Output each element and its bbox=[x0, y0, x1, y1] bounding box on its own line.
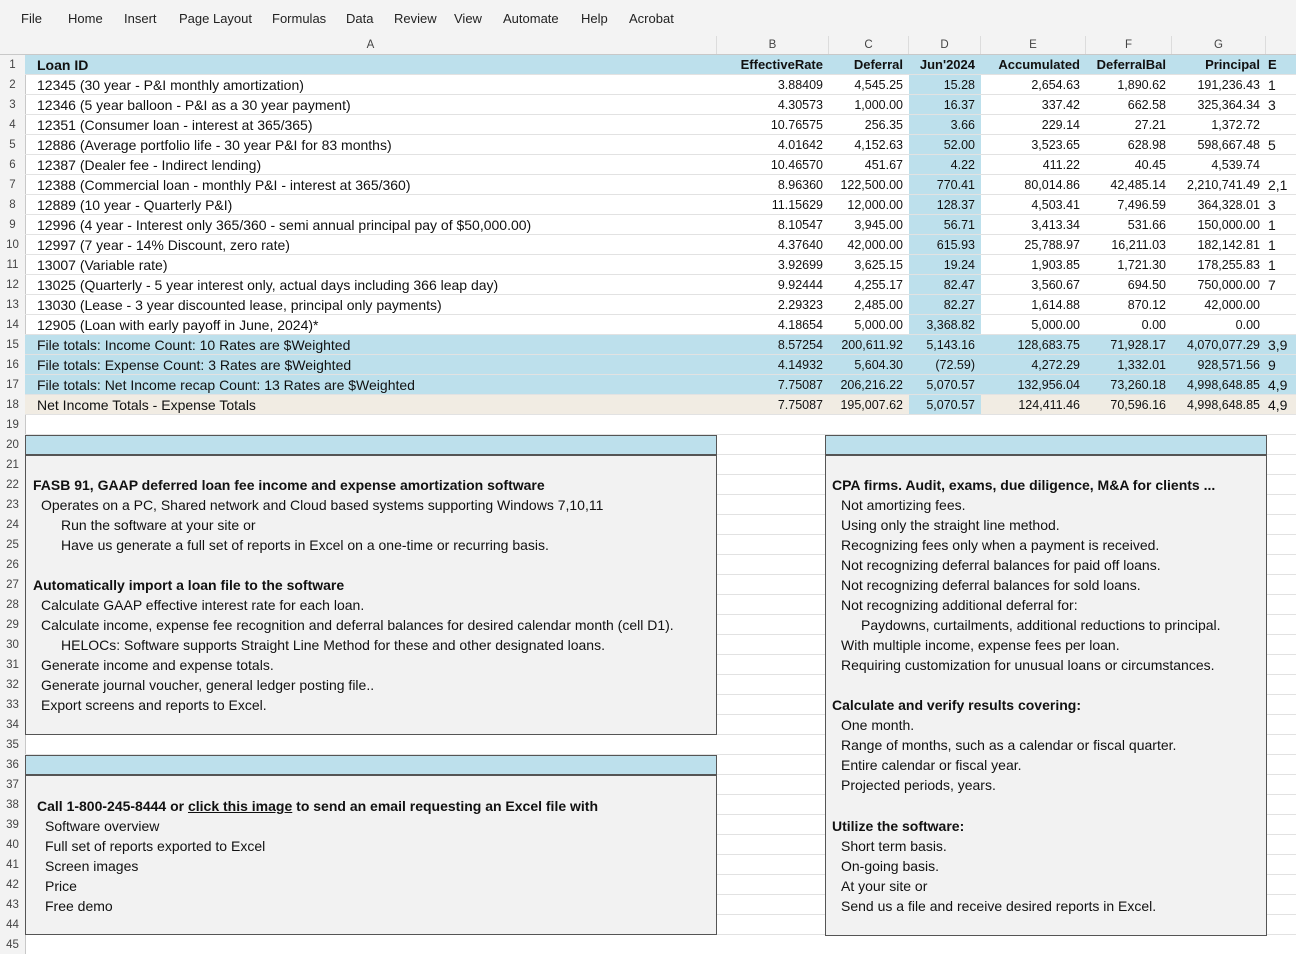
right-box-title-verify: Calculate and verify results covering: bbox=[832, 697, 1081, 713]
cell-principal[interactable]: 150,000.00 bbox=[1197, 218, 1260, 232]
row-number[interactable]: 28 bbox=[6, 599, 19, 611]
row-number[interactable]: 30 bbox=[6, 639, 19, 651]
cell-deferral-bal[interactable]: 42,485.14 bbox=[1110, 178, 1166, 192]
cell-col-h[interactable]: 3,9 bbox=[1268, 337, 1288, 353]
call-box-headline bbox=[37, 796, 598, 816]
call-box-item: Free demo bbox=[45, 898, 113, 914]
cell-deferral[interactable]: 200,611.92 bbox=[841, 338, 903, 352]
row-number[interactable]: 1 bbox=[9, 59, 16, 71]
cell-col-h[interactable]: 3 bbox=[1268, 97, 1276, 113]
row-number[interactable]: 40 bbox=[6, 839, 19, 851]
right-box-line: Not recognizing deferral balances for paid off loans. bbox=[841, 557, 1161, 573]
menu-page-layout[interactable]: Page Layout bbox=[179, 11, 253, 26]
right-box-line: Requiring customization for unusual loans or circumstances. bbox=[841, 657, 1215, 673]
menu-view[interactable]: View bbox=[454, 11, 482, 26]
right-box-line: Recognizing fees only when a payment is received. bbox=[841, 537, 1160, 553]
net-accumulated[interactable]: 124,411.46 bbox=[1018, 398, 1080, 412]
right-box-line: Using only the straight line method. bbox=[841, 517, 1060, 533]
empty-row[interactable] bbox=[25, 935, 1296, 954]
cell-jun-2024[interactable]: 128.37 bbox=[909, 195, 981, 214]
row-number[interactable]: 7 bbox=[9, 179, 16, 191]
cell-deferral-bal[interactable]: 40.45 bbox=[1134, 158, 1166, 172]
call-info-box[interactable] bbox=[25, 775, 717, 935]
header-accumulated[interactable]: Accumulated bbox=[998, 57, 1080, 72]
header-effective-rate[interactable]: EffectiveRate bbox=[740, 57, 823, 72]
cell-jun-2024[interactable]: 770.41 bbox=[909, 175, 981, 194]
header-col-h[interactable]: E bbox=[1268, 57, 1277, 72]
row-number[interactable]: 25 bbox=[6, 539, 19, 551]
menu-acrobat[interactable]: Acrobat bbox=[629, 11, 674, 26]
header-jun-2024[interactable]: Jun'2024 bbox=[909, 55, 981, 74]
cell-deferral[interactable]: 5,604.30 bbox=[854, 358, 903, 372]
row-number[interactable]: 9 bbox=[9, 219, 16, 231]
cell-deferral-bal[interactable]: 0.00 bbox=[1141, 318, 1166, 332]
col-header-d[interactable]: D bbox=[909, 36, 981, 54]
row-number[interactable]: 16 bbox=[6, 359, 19, 371]
cell-jun-2024[interactable]: 3,368.82 bbox=[909, 315, 981, 334]
col-header-f[interactable]: F bbox=[1086, 36, 1172, 54]
call-box-item: Screen images bbox=[45, 858, 139, 874]
cell-effective-rate[interactable]: 4.18654 bbox=[777, 318, 823, 332]
cell-accumulated[interactable]: 1,903.85 bbox=[1031, 258, 1080, 272]
cell-effective-rate[interactable]: 8.96360 bbox=[777, 178, 823, 192]
right-box-line: Not recognizing deferral balances for sold loans. bbox=[841, 577, 1141, 593]
cell-effective-rate[interactable]: 10.76575 bbox=[770, 118, 823, 132]
right-box-title-cpa: CPA firms. Audit, exams, due diligence, M&A for clients ... bbox=[832, 477, 1216, 493]
cell-principal[interactable]: 4,539.74 bbox=[1211, 158, 1260, 172]
loan-row bbox=[25, 255, 1296, 275]
cell-col-h[interactable]: 1 bbox=[1268, 257, 1276, 273]
col-header-b[interactable]: B bbox=[717, 36, 829, 54]
row-number[interactable]: 37 bbox=[6, 779, 19, 791]
row-number[interactable]: 21 bbox=[6, 459, 19, 471]
cell-deferral-bal[interactable]: 531.66 bbox=[1127, 218, 1166, 232]
cell-accumulated[interactable]: 3,560.67 bbox=[1031, 278, 1080, 292]
cell-deferral[interactable]: 5,000.00 bbox=[854, 318, 903, 332]
loan-row bbox=[25, 75, 1296, 95]
cell-loan-id[interactable]: 13025 (Quarterly - 5 year interest only, actual days including 366 leap day) bbox=[37, 277, 499, 293]
cell-accumulated[interactable]: 337.42 bbox=[1041, 98, 1080, 112]
loan-row bbox=[25, 115, 1296, 135]
row-number[interactable]: 15 bbox=[6, 339, 19, 351]
cell-col-h[interactable] bbox=[1266, 295, 1296, 314]
menu-file[interactable]: File bbox=[21, 11, 42, 26]
row-number[interactable]: 23 bbox=[6, 499, 19, 511]
row-number[interactable]: 19 bbox=[6, 419, 19, 431]
cell-col-h[interactable]: 1 bbox=[1268, 77, 1276, 93]
row-number[interactable]: 42 bbox=[6, 879, 19, 891]
cell-deferral-bal[interactable]: 27.21 bbox=[1134, 118, 1166, 132]
row-number[interactable]: 41 bbox=[6, 859, 19, 871]
cell-jun-2024[interactable]: 52.00 bbox=[909, 135, 981, 154]
cell-effective-rate[interactable]: 3.92699 bbox=[777, 258, 823, 272]
right-box-line: Not amortizing fees. bbox=[841, 497, 966, 513]
right-box-line: One month. bbox=[841, 717, 915, 733]
row-number[interactable]: 44 bbox=[6, 919, 19, 931]
cell-principal[interactable]: 1,372.72 bbox=[1211, 118, 1260, 132]
left-box-line: Generate income and expense totals. bbox=[41, 657, 274, 673]
row-number[interactable]: 33 bbox=[6, 699, 19, 711]
cell-accumulated[interactable]: 4,272.29 bbox=[1031, 358, 1080, 372]
cell-accumulated[interactable]: 2,654.63 bbox=[1031, 78, 1080, 92]
loan-row bbox=[25, 175, 1296, 195]
header-principal[interactable]: Principal bbox=[1205, 57, 1260, 72]
cell-loan-id[interactable]: File totals: Expense Count: 3 Rates are $Weighted bbox=[37, 357, 352, 373]
cell-jun-2024[interactable]: 615.93 bbox=[909, 235, 981, 254]
left-box-line: Calculate GAAP effective interest rate for each loan. bbox=[41, 597, 365, 613]
row-number[interactable]: 8 bbox=[9, 199, 16, 211]
cell-loan-id[interactable]: 12351 (Consumer loan - interest at 365/365) bbox=[37, 117, 313, 133]
row-number[interactable]: 26 bbox=[6, 559, 19, 571]
row-headers bbox=[0, 55, 26, 954]
header-row bbox=[25, 55, 1296, 75]
right-info-box bbox=[825, 455, 1267, 936]
left-info-box bbox=[25, 455, 717, 735]
totals-row bbox=[25, 335, 1296, 355]
totals-row bbox=[25, 355, 1296, 375]
cell-col-h[interactable]: 1 bbox=[1268, 237, 1276, 253]
right-box-line: Projected periods, years. bbox=[841, 777, 996, 793]
row-number[interactable]: 22 bbox=[6, 479, 19, 491]
net-col-h[interactable]: 4,9 bbox=[1268, 397, 1288, 413]
header-loan-id[interactable]: Loan ID bbox=[37, 57, 89, 73]
cell-loan-id[interactable]: 12346 (5 year balloon - P&I as a 30 year payment) bbox=[37, 97, 351, 113]
row-number[interactable]: 12 bbox=[6, 279, 19, 291]
cell-deferral-bal[interactable]: 1,332.01 bbox=[1117, 358, 1166, 372]
cell-deferral-bal[interactable]: 1,721.30 bbox=[1117, 258, 1166, 272]
loan-row bbox=[25, 275, 1296, 295]
header-deferral-bal[interactable]: DeferralBal bbox=[1096, 57, 1166, 72]
cell-principal[interactable]: 0.00 bbox=[1235, 318, 1260, 332]
right-box-header bbox=[825, 435, 1267, 455]
cell-deferral-bal[interactable]: 16,211.03 bbox=[1111, 238, 1166, 252]
left-box-line: Have us generate a full set of reports in Excel on a one-time or recurring basis. bbox=[61, 537, 549, 553]
cell-principal[interactable]: 191,236.43 bbox=[1197, 78, 1260, 92]
cell-loan-id[interactable]: 12886 (Average portfolio life - 30 year P&I for 83 months) bbox=[37, 137, 392, 153]
cell-col-h[interactable]: 7 bbox=[1268, 277, 1276, 293]
call-phone-text: Call 1-800-245-8444 or bbox=[37, 798, 188, 814]
cell-effective-rate[interactable]: 8.10547 bbox=[777, 218, 823, 232]
net-income-row bbox=[25, 395, 1296, 415]
cell-loan-id[interactable]: File totals: Income Count: 10 Rates are $Weighted bbox=[37, 337, 351, 353]
row-number[interactable]: 32 bbox=[6, 679, 19, 691]
row-number[interactable]: 34 bbox=[6, 719, 19, 731]
cell-loan-id[interactable]: 12387 (Dealer fee - Indirect lending) bbox=[37, 157, 262, 173]
cell-principal[interactable]: 4,998,648.85 bbox=[1187, 378, 1260, 392]
cell-jun-2024[interactable]: 5,070.57 bbox=[909, 375, 981, 394]
right-box-line: Range of months, such as a calendar or fiscal quarter. bbox=[841, 737, 1177, 753]
net-label[interactable]: Net Income Totals - Expense Totals bbox=[37, 397, 256, 413]
menu-insert[interactable]: Insert bbox=[124, 11, 157, 26]
row-number[interactable]: 18 bbox=[6, 399, 19, 411]
cell-col-h[interactable] bbox=[1266, 315, 1296, 334]
cell-accumulated[interactable]: 80,014.86 bbox=[1024, 178, 1080, 192]
row-number[interactable]: 20 bbox=[6, 439, 19, 451]
row-number[interactable]: 43 bbox=[6, 899, 19, 911]
cell-jun-2024[interactable]: 15.28 bbox=[909, 75, 981, 94]
right-box-line: Entire calendar or fiscal year. bbox=[841, 757, 1022, 773]
row-number[interactable]: 13 bbox=[6, 299, 19, 311]
cell-deferral[interactable]: 4,255.17 bbox=[854, 278, 903, 292]
loan-row bbox=[25, 295, 1296, 315]
right-box-title-utilize: Utilize the software: bbox=[832, 818, 965, 834]
cell-principal[interactable]: 325,364.34 bbox=[1197, 98, 1260, 112]
row-number[interactable]: 31 bbox=[6, 659, 19, 671]
cell-accumulated[interactable]: 411.22 bbox=[1042, 158, 1080, 172]
row-number[interactable]: 14 bbox=[6, 319, 19, 331]
cell-accumulated[interactable]: 229.14 bbox=[1041, 118, 1080, 132]
left-box-line: Operates on a PC, Shared network and Cloud based systems supporting Windows 7,10,11 bbox=[41, 497, 604, 513]
cell-deferral[interactable]: 1,000.00 bbox=[854, 98, 903, 112]
cell-col-h[interactable]: 9 bbox=[1268, 357, 1276, 373]
cell-accumulated[interactable]: 5,000.00 bbox=[1031, 318, 1080, 332]
cell-effective-rate[interactable]: 4.37640 bbox=[777, 238, 823, 252]
loan-row bbox=[25, 155, 1296, 175]
cell-effective-rate[interactable]: 8.57254 bbox=[777, 338, 823, 352]
cell-effective-rate[interactable]: 2.29323 bbox=[777, 298, 823, 312]
menu-data[interactable]: Data bbox=[346, 11, 374, 26]
net-rate[interactable]: 7.75087 bbox=[777, 398, 823, 412]
cell-effective-rate[interactable]: 10.46570 bbox=[770, 158, 823, 172]
cell-loan-id[interactable]: 13007 (Variable rate) bbox=[37, 257, 168, 273]
cell-loan-id[interactable]: 12997 (7 year - 14% Discount, zero rate) bbox=[37, 237, 290, 253]
cell-principal[interactable]: 750,000.00 bbox=[1197, 278, 1260, 292]
row-number[interactable]: 17 bbox=[6, 379, 19, 391]
cell-jun-2024[interactable]: 82.47 bbox=[909, 275, 981, 294]
cell-col-h[interactable]: 5 bbox=[1268, 137, 1276, 153]
cell-deferral-bal[interactable]: 73,260.18 bbox=[1110, 378, 1166, 392]
loan-row bbox=[25, 315, 1296, 335]
cell-deferral[interactable]: 2,485.00 bbox=[854, 298, 903, 312]
menu-automate[interactable]: Automate bbox=[503, 11, 559, 26]
left-box-header bbox=[25, 435, 717, 455]
cell-deferral-bal[interactable]: 628.98 bbox=[1127, 138, 1166, 152]
cell-deferral[interactable]: 4,152.63 bbox=[854, 138, 903, 152]
row-number[interactable]: 36 bbox=[6, 759, 19, 771]
cell-loan-id[interactable]: 12345 (30 year - P&I monthly amortization) bbox=[37, 77, 304, 93]
col-header-a[interactable]: A bbox=[25, 36, 717, 54]
spreadsheet-grid[interactable] bbox=[25, 55, 1296, 954]
menu-bar bbox=[0, 0, 1296, 37]
menu-home[interactable]: Home bbox=[68, 11, 103, 26]
cell-jun-2024[interactable]: 4.22 bbox=[909, 155, 981, 174]
call-tail-text: to send an email requesting an Excel file with bbox=[292, 798, 599, 814]
net-principal[interactable]: 4,998,648.85 bbox=[1187, 398, 1260, 412]
right-box-line: At your site or bbox=[841, 878, 928, 894]
row-number[interactable]: 6 bbox=[9, 159, 16, 171]
row-number[interactable]: 5 bbox=[9, 139, 16, 151]
email-request-link[interactable]: click this image bbox=[187, 798, 293, 814]
cell-deferral[interactable]: 122,500.00 bbox=[840, 178, 903, 192]
call-box-item: Software overview bbox=[45, 818, 160, 834]
cell-deferral[interactable]: 256.35 bbox=[864, 118, 903, 132]
cell-loan-id[interactable]: 12889 (10 year - Quarterly P&I) bbox=[37, 197, 233, 213]
cell-principal[interactable]: 42,000.00 bbox=[1204, 298, 1260, 312]
cell-deferral-bal[interactable]: 694.50 bbox=[1127, 278, 1166, 292]
net-jun[interactable]: 5,070.57 bbox=[909, 395, 981, 414]
net-deferral-bal[interactable]: 70,596.16 bbox=[1110, 398, 1166, 412]
cell-deferral-bal[interactable]: 7,496.59 bbox=[1117, 198, 1166, 212]
cell-deferral-bal[interactable]: 1,890.62 bbox=[1117, 78, 1166, 92]
row-number[interactable]: 35 bbox=[6, 739, 19, 751]
row-number[interactable]: 29 bbox=[6, 619, 19, 631]
right-box-line: Short term basis. bbox=[841, 838, 947, 854]
right-box-line: Paydowns, curtailments, additional reductions to principal. bbox=[861, 617, 1221, 633]
cell-effective-rate[interactable]: 4.30573 bbox=[777, 98, 823, 112]
column-headers bbox=[0, 36, 1296, 55]
cell-deferral[interactable]: 12,000.00 bbox=[847, 198, 903, 212]
cell-accumulated[interactable]: 3,523.65 bbox=[1031, 138, 1080, 152]
right-box-line: With multiple income, expense fees per loan. bbox=[841, 637, 1120, 653]
cell-accumulated[interactable]: 1,614.88 bbox=[1031, 298, 1080, 312]
cell-accumulated[interactable]: 25,788.97 bbox=[1024, 238, 1080, 252]
left-box-line: Generate journal voucher, general ledger posting file.. bbox=[41, 677, 375, 693]
left-box-line: Calculate income, expense fee recognition and deferral balances for desired calendar month (cell D1). bbox=[41, 617, 674, 633]
row-number[interactable]: 45 bbox=[6, 939, 19, 951]
loan-row bbox=[25, 215, 1296, 235]
cell-effective-rate[interactable]: 11.15629 bbox=[771, 198, 823, 212]
totals-row bbox=[25, 375, 1296, 395]
cell-col-h[interactable]: 4,9 bbox=[1268, 377, 1288, 393]
left-box-title-fasb: FASB 91, GAAP deferred loan fee income and expense amortization software bbox=[33, 477, 545, 493]
col-header-e[interactable]: E bbox=[981, 36, 1086, 54]
cell-effective-rate[interactable]: 4.01642 bbox=[777, 138, 823, 152]
cell-deferral[interactable]: 4,545.25 bbox=[854, 78, 903, 92]
row-number[interactable]: 24 bbox=[6, 519, 19, 531]
cell-accumulated[interactable]: 4,503.41 bbox=[1031, 198, 1080, 212]
right-box-line: Not recognizing additional deferral for: bbox=[841, 597, 1078, 613]
cell-deferral-bal[interactable]: 662.58 bbox=[1127, 98, 1166, 112]
cell-col-h[interactable]: 1 bbox=[1268, 217, 1276, 233]
row-number[interactable]: 3 bbox=[9, 99, 16, 111]
cell-accumulated[interactable]: 3,413.34 bbox=[1031, 218, 1080, 232]
cell-effective-rate[interactable]: 7.75087 bbox=[777, 378, 823, 392]
cell-jun-2024[interactable]: 82.27 bbox=[909, 295, 981, 314]
cell-effective-rate[interactable]: 3.88409 bbox=[777, 78, 823, 92]
cell-jun-2024[interactable]: 5,143.16 bbox=[909, 335, 981, 354]
menu-formulas[interactable]: Formulas bbox=[272, 11, 327, 26]
cell-principal[interactable]: 4,070,077.29 bbox=[1187, 338, 1260, 352]
cell-principal[interactable]: 364,328.01 bbox=[1197, 198, 1260, 212]
net-deferral[interactable]: 195,007.62 bbox=[840, 398, 903, 412]
call-box-header bbox=[25, 755, 717, 775]
call-box-item: Price bbox=[45, 878, 77, 894]
row-number[interactable]: 10 bbox=[6, 239, 19, 251]
cell-jun-2024[interactable]: 56.71 bbox=[909, 215, 981, 234]
cell-loan-id[interactable]: 12388 (Commercial loan - monthly P&I - interest at 365/360) bbox=[37, 177, 411, 193]
cell-col-h[interactable]: 2,1 bbox=[1268, 177, 1288, 193]
cell-col-h[interactable] bbox=[1266, 115, 1296, 134]
header-deferral[interactable]: Deferral bbox=[853, 57, 903, 72]
cell-col-h[interactable] bbox=[1266, 155, 1296, 174]
row-number[interactable]: 2 bbox=[9, 79, 16, 91]
row-number[interactable]: 4 bbox=[9, 119, 16, 131]
left-box-line: Export screens and reports to Excel. bbox=[41, 697, 267, 713]
cell-effective-rate[interactable]: 4.14932 bbox=[777, 358, 823, 372]
row-number[interactable]: 38 bbox=[6, 799, 19, 811]
left-box-line: Run the software at your site or bbox=[61, 517, 256, 533]
cell-jun-2024[interactable]: 16.37 bbox=[909, 95, 981, 114]
cell-loan-id[interactable]: 13030 (Lease - 3 year discounted lease, principal only payments) bbox=[37, 297, 442, 313]
cell-deferral[interactable]: 206,216.22 bbox=[840, 378, 903, 392]
cell-jun-2024[interactable]: (72.59) bbox=[909, 355, 981, 374]
row-number[interactable]: 27 bbox=[6, 579, 19, 591]
loan-row bbox=[25, 135, 1296, 155]
cell-jun-2024[interactable]: 19.24 bbox=[909, 255, 981, 274]
cell-deferral[interactable]: 3,625.15 bbox=[854, 258, 903, 272]
empty-row[interactable] bbox=[25, 415, 1296, 435]
cell-deferral[interactable]: 3,945.00 bbox=[854, 218, 903, 232]
cell-deferral[interactable]: 451.67 bbox=[864, 158, 903, 172]
menu-help[interactable]: Help bbox=[581, 11, 608, 26]
right-box-line: On-going basis. bbox=[841, 858, 940, 874]
loan-row bbox=[25, 195, 1296, 215]
cell-accumulated[interactable]: 128,683.75 bbox=[1017, 338, 1080, 352]
cell-loan-id[interactable]: 12905 (Loan with early payoff in June, 2024)* bbox=[37, 317, 319, 333]
cell-col-h[interactable]: 3 bbox=[1268, 197, 1276, 213]
col-header-c[interactable]: C bbox=[829, 36, 909, 54]
cell-effective-rate[interactable]: 9.92444 bbox=[777, 278, 823, 292]
cell-principal[interactable]: 2,210,741.49 bbox=[1187, 178, 1260, 192]
col-header-g[interactable]: G bbox=[1172, 36, 1266, 54]
menu-review[interactable]: Review bbox=[394, 11, 437, 26]
cell-jun-2024[interactable]: 3.66 bbox=[909, 115, 981, 134]
left-box-line: HELOCs: Software supports Straight Line Method for these and other designated loans. bbox=[61, 637, 605, 653]
cell-principal[interactable]: 928,571.56 bbox=[1197, 358, 1260, 372]
call-box-item: Full set of reports exported to Excel bbox=[45, 838, 266, 854]
cell-deferral[interactable]: 42,000.00 bbox=[847, 238, 903, 252]
right-box-line: Send us a file and receive desired reports in Excel. bbox=[841, 898, 1157, 914]
loan-row bbox=[25, 235, 1296, 255]
loan-row bbox=[25, 95, 1296, 115]
cell-accumulated[interactable]: 132,956.04 bbox=[1017, 378, 1080, 392]
cell-loan-id[interactable]: 12996 (4 year - Interest only 365/360 - semi annual principal pay of $50,000.00) bbox=[37, 217, 532, 233]
row-number[interactable]: 39 bbox=[6, 819, 19, 831]
cell-deferral-bal[interactable]: 71,928.17 bbox=[1110, 338, 1166, 352]
cell-deferral-bal[interactable]: 870.12 bbox=[1127, 298, 1166, 312]
row-number[interactable]: 11 bbox=[6, 259, 19, 271]
cell-principal[interactable]: 182,142.81 bbox=[1197, 238, 1260, 252]
cell-principal[interactable]: 598,667.48 bbox=[1197, 138, 1260, 152]
cell-loan-id[interactable]: File totals: Net Income recap Count: 13 Rates are $Weighted bbox=[37, 377, 415, 393]
left-box-title-import: Automatically import a loan file to the software bbox=[33, 577, 345, 593]
cell-principal[interactable]: 178,255.83 bbox=[1197, 258, 1260, 272]
